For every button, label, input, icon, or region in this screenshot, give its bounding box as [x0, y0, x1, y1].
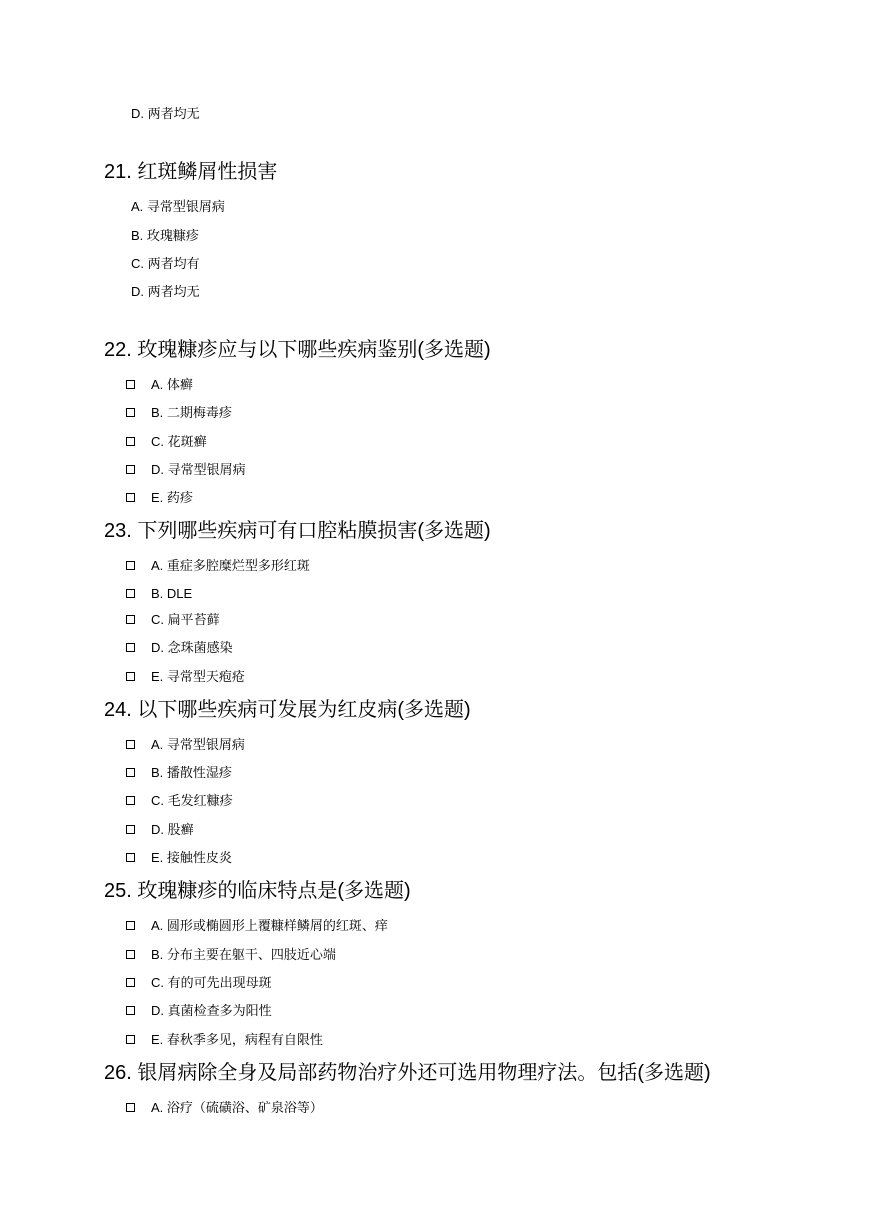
option-label: E. 接触性皮炎: [151, 850, 232, 865]
q22-option-a[interactable]: [126, 376, 193, 394]
checkbox-icon[interactable]: [126, 978, 135, 987]
option-label: D. 念珠菌感染: [151, 640, 233, 655]
option-label: C. 有的可先出现母斑: [151, 975, 272, 990]
checkbox-icon[interactable]: [126, 950, 135, 959]
question-26-title: 26. 银屑病除全身及局部药物治疗外还可选用物理疗法。包括(多选题): [104, 1062, 711, 1084]
option-label: C. 花斑癣: [151, 434, 207, 449]
q23-option-b[interactable]: [126, 585, 192, 603]
question-25-title: 25. 玫瑰糠疹的临床特点是(多选题): [104, 880, 411, 902]
option-label: B. DLE: [151, 586, 193, 601]
q25-option-c[interactable]: [126, 974, 272, 992]
q23-option-a[interactable]: [126, 557, 310, 575]
option-label: E. 药疹: [151, 490, 193, 505]
option-label: E. 春秋季多见，病程有自限性: [151, 1032, 323, 1047]
checkbox-icon[interactable]: [126, 615, 135, 624]
checkbox-icon[interactable]: [126, 408, 135, 417]
q24-option-b[interactable]: [126, 764, 232, 782]
option-label: A. 重症多腔糜烂型多形红斑: [151, 558, 310, 573]
checkbox-icon[interactable]: [126, 465, 135, 474]
option-label: C. 扁平苔藓: [151, 612, 220, 627]
checkbox-icon[interactable]: [126, 853, 135, 862]
option-label: E. 寻常型天疱疮: [151, 669, 245, 684]
q22-option-d[interactable]: [126, 461, 246, 479]
option-label: C. 毛发红糠疹: [151, 793, 233, 808]
q24-option-d[interactable]: [126, 821, 194, 839]
question-22-title: 22. 玫瑰糠疹应与以下哪些疾病鉴别(多选题): [104, 339, 491, 361]
q22-option-b[interactable]: [126, 404, 232, 422]
q22-option-e[interactable]: [126, 489, 193, 507]
prev-option-d: D. 两者均无: [131, 106, 200, 121]
checkbox-icon[interactable]: [126, 1006, 135, 1015]
checkbox-icon[interactable]: [126, 921, 135, 930]
q21-option-a[interactable]: A. 寻常型银屑病: [131, 199, 225, 214]
option-label: D. 股癣: [151, 822, 194, 837]
q23-option-e[interactable]: [126, 668, 245, 686]
option-label: A. 浴疗（硫磺浴、矿泉浴等）: [151, 1100, 323, 1115]
checkbox-icon[interactable]: [126, 825, 135, 834]
q25-option-a[interactable]: [126, 917, 388, 935]
option-label: B. 分布主要在躯干、四肢近心端: [151, 947, 336, 962]
q24-option-c[interactable]: [126, 792, 233, 810]
question-24-title: 24. 以下哪些疾病可发展为红皮病(多选题): [104, 699, 471, 721]
checkbox-icon[interactable]: [126, 561, 135, 570]
q26-option-a[interactable]: [126, 1099, 323, 1117]
checkbox-icon[interactable]: [126, 740, 135, 749]
checkbox-icon[interactable]: [126, 643, 135, 652]
q21-option-c[interactable]: C. 两者均有: [131, 256, 200, 271]
option-label: D. 寻常型银屑病: [151, 462, 246, 477]
question-21-title: 21. 红斑鳞屑性损害: [104, 161, 278, 183]
option-label: B. 二期梅毒疹: [151, 405, 232, 420]
checkbox-icon[interactable]: [126, 380, 135, 389]
q24-option-e[interactable]: [126, 849, 232, 867]
checkbox-icon[interactable]: [126, 589, 135, 598]
checkbox-icon[interactable]: [126, 437, 135, 446]
q23-option-c[interactable]: [126, 611, 220, 629]
q21-option-b[interactable]: B. 玫瑰糠疹: [131, 228, 199, 243]
q25-option-e[interactable]: [126, 1031, 323, 1049]
q21-option-d[interactable]: D. 两者均无: [131, 284, 200, 299]
checkbox-icon[interactable]: [126, 768, 135, 777]
checkbox-icon[interactable]: [126, 493, 135, 502]
checkbox-icon[interactable]: [126, 1035, 135, 1044]
q25-option-b[interactable]: [126, 946, 336, 964]
option-label: A. 体癣: [151, 377, 193, 392]
question-23-title: 23. 下列哪些疾病可有口腔粘膜损害(多选题): [104, 520, 491, 542]
option-label: A. 寻常型银屑病: [151, 737, 245, 752]
q22-option-c[interactable]: [126, 433, 207, 451]
option-label: B. 播散性湿疹: [151, 765, 232, 780]
option-label: D. 真菌检查多为阳性: [151, 1003, 272, 1018]
option-label: A. 圆形或椭圆形上覆糠样鳞屑的红斑、痒: [151, 918, 388, 933]
q23-option-d[interactable]: [126, 639, 233, 657]
checkbox-icon[interactable]: [126, 796, 135, 805]
checkbox-icon[interactable]: [126, 1103, 135, 1112]
checkbox-icon[interactable]: [126, 672, 135, 681]
q25-option-d[interactable]: [126, 1002, 272, 1020]
q24-option-a[interactable]: [126, 736, 245, 754]
